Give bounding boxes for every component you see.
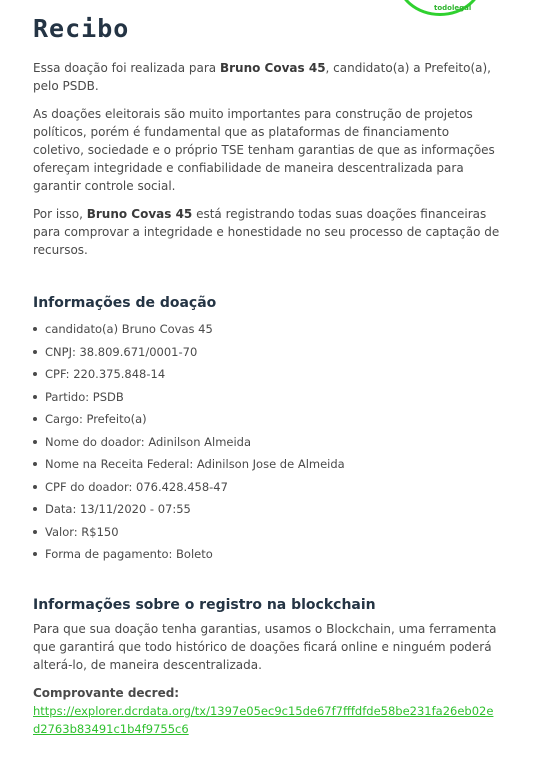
list-item-party: Partido: PSDB: [45, 386, 503, 409]
intro-candidate: Bruno Covas 45: [219, 61, 326, 75]
list-item-amount: Valor: R$150: [45, 521, 503, 544]
list-item-payment: Forma de pagamento: Boleto: [45, 543, 503, 566]
intro-suffix: , candidato(a) a Prefeito(a), pelo PSDB.: [33, 61, 491, 93]
blockchain-paragraph: Para que sua doação tenha garantias, usamos o Blockchain, uma ferramenta que garantirá que todo histórico de doações ficará online e ninguém poderá alterá-lo, de maneira descentralizada.: [33, 621, 497, 672]
receipt-link[interactable]: https://explorer.dcrdata.org/tx/1397e05ec9c15de67f7fffdfde58be231fa26eb02ed2763b83491c1b4f9755c6: [33, 703, 494, 736]
intro-prefix: Essa doação foi realizada para: [33, 61, 220, 75]
list-item-office: Cargo: Prefeito(a): [45, 408, 503, 431]
list-item-federal-name: Nome na Receita Federal: Adinilson Jose de Almeida: [45, 453, 503, 476]
receipt-content: [33, 0, 503, 738]
importance-paragraph: As doações eleitorais são muito importantes para construção de projetos políticos, porém é fundamental que as plataformas de financiamento coletivo, sociedade e o próprio TSE tenham garantias de que as informações ofereçam integridade e confiabilidade de maneira descentralizada para garantir controle social.: [33, 107, 495, 193]
page-title: Recibo: [33, 14, 130, 43]
blockchain-heading: Informações sobre o registro na blockchain: [33, 596, 376, 613]
registration-suffix: está registrando todas suas doações financeiras para comprovar a integridade e honestidade no seu processo de captação de recursos.: [33, 207, 500, 257]
donation-info-heading: Informações de doação: [33, 295, 217, 311]
receipt-label: Comprovante decred:: [33, 685, 180, 700]
registration-candidate: Bruno Covas 45: [86, 207, 193, 221]
list-item-cpf: CPF: 220.375.848-14: [45, 363, 503, 386]
donation-info-list: [33, 318, 503, 566]
list-item-candidate: candidato(a) Bruno Covas 45: [45, 318, 503, 341]
registration-paragraph: [33, 205, 503, 259]
registration-prefix: Por isso,: [33, 207, 87, 221]
list-item-donor-name: Nome do doador: Adinilson Almeida: [45, 431, 503, 454]
list-item-cnpj: CNPJ: 38.809.671/0001-70: [45, 341, 503, 364]
list-item-donor-cpf: CPF do doador: 076.428.458-47: [45, 476, 503, 499]
logo-text: todolegal: [434, 4, 472, 12]
intro-paragraph: [33, 59, 503, 95]
list-item-date: Data: 13/11/2020 - 07:55: [45, 498, 503, 521]
